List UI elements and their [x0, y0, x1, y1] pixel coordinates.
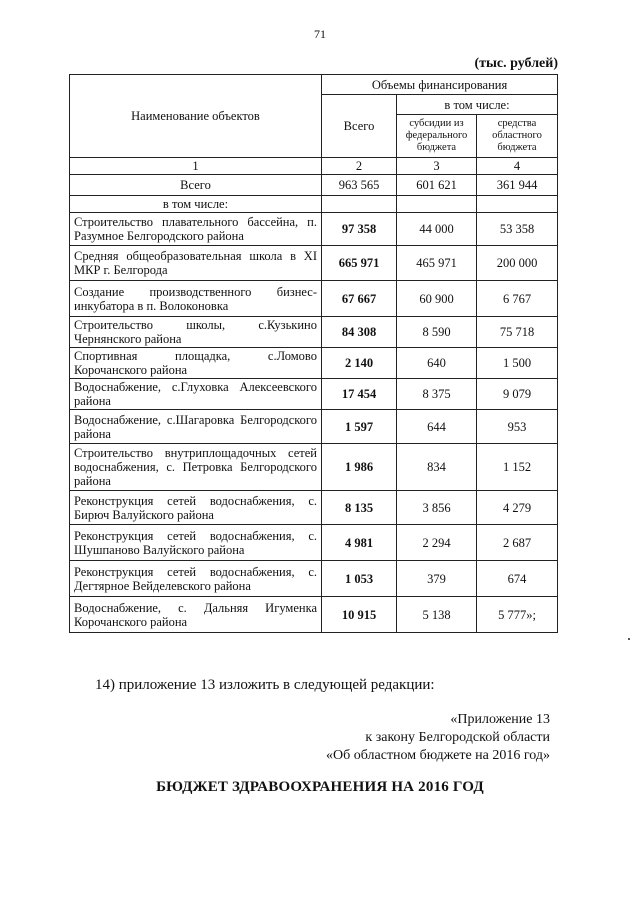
- object-name-cell: Реконструкция сетей водоснабжения, с. Бирюч Валуйского района: [70, 491, 322, 525]
- total-sum: 963 565: [322, 175, 397, 196]
- table-row: [70, 561, 558, 597]
- federal-cell: 8 590: [397, 317, 477, 348]
- total-federal: 601 621: [397, 175, 477, 196]
- table-row: [70, 246, 558, 281]
- header-regional-funds: средства областного бюджета: [477, 115, 558, 158]
- regional-cell: 5 777»;: [477, 597, 558, 633]
- federal-cell: 60 900: [397, 281, 477, 317]
- index-cell: 2: [322, 158, 397, 175]
- federal-cell: 644: [397, 410, 477, 444]
- federal-cell: 2 294: [397, 525, 477, 561]
- budget-title: БЮДЖЕТ ЗДРАВООХРАНЕНИЯ НА 2016 ГОД: [156, 779, 484, 795]
- total-cell: 84 308: [322, 317, 397, 348]
- total-row: [70, 175, 558, 196]
- total-cell: 10 915: [322, 597, 397, 633]
- page-number: 71: [314, 27, 326, 41]
- including-row: [70, 196, 558, 213]
- federal-cell: 640: [397, 348, 477, 379]
- total-cell: 1 053: [322, 561, 397, 597]
- total-cell: 2 140: [322, 348, 397, 379]
- federal-cell: 44 000: [397, 213, 477, 246]
- index-cell: 3: [397, 158, 477, 175]
- regional-cell: 4 279: [477, 491, 558, 525]
- financing-table: [69, 74, 558, 633]
- object-name-cell: Создание производственного бизнес-инкубатора в п. Волоконовка: [70, 281, 322, 317]
- table-row: [70, 491, 558, 525]
- object-name-cell: Строительство школы, с.Кузькино Чернянского района: [70, 317, 322, 348]
- appendix-line-1: «Приложение 13: [450, 712, 550, 727]
- table-row: [70, 525, 558, 561]
- table-row: [70, 444, 558, 491]
- federal-cell: 3 856: [397, 491, 477, 525]
- regional-cell: 1 500: [477, 348, 558, 379]
- federal-cell: 8 375: [397, 379, 477, 410]
- federal-cell: 5 138: [397, 597, 477, 633]
- header-objects-name: Наименование объектов: [70, 75, 322, 158]
- total-cell: 1 986: [322, 444, 397, 491]
- federal-cell: 379: [397, 561, 477, 597]
- units-label: (тыс. рублей): [474, 56, 558, 71]
- total-label: Всего: [70, 175, 322, 196]
- object-name-cell: Спортивная площадка, с.Ломово Корочанского района: [70, 348, 322, 379]
- header-federal-subsidies: субсидии из федерального бюджета: [397, 115, 477, 158]
- federal-cell: 834: [397, 444, 477, 491]
- total-regional: 361 944: [477, 175, 558, 196]
- index-cell: 4: [477, 158, 558, 175]
- including-label: в том числе:: [70, 196, 322, 213]
- object-name-cell: Водоснабжение, с. Дальняя Игуменка Корочанского района: [70, 597, 322, 633]
- instruction-paragraph: 14) приложение 13 изложить в следующей редакции:: [95, 677, 435, 693]
- object-name-cell: Строительство внутриплощадочных сетей водоснабжения, с. Петровка Белгородского района: [70, 444, 322, 491]
- table-row: [70, 317, 558, 348]
- table-row: [70, 281, 558, 317]
- header-total: Всего: [322, 95, 397, 158]
- total-cell: 17 454: [322, 379, 397, 410]
- regional-cell: 75 718: [477, 317, 558, 348]
- total-cell: 4 981: [322, 525, 397, 561]
- total-cell: 97 358: [322, 213, 397, 246]
- table-row: [70, 410, 558, 444]
- object-name-cell: Водоснабжение, с.Глуховка Алексеевского района: [70, 379, 322, 410]
- regional-cell: 2 687: [477, 525, 558, 561]
- object-name-cell: Водоснабжение, с.Шагаровка Белгородского района: [70, 410, 322, 444]
- total-cell: 665 971: [322, 246, 397, 281]
- total-cell: 1 597: [322, 410, 397, 444]
- regional-cell: 200 000: [477, 246, 558, 281]
- scan-dot: [628, 638, 630, 640]
- regional-cell: 953: [477, 410, 558, 444]
- appendix-line-3: «Об областном бюджете на 2016 год»: [326, 748, 550, 763]
- regional-cell: 674: [477, 561, 558, 597]
- total-cell: 8 135: [322, 491, 397, 525]
- object-name-cell: Средняя общеобразовательная школа в XI МКР г. Белгорода: [70, 246, 322, 281]
- federal-cell: 465 971: [397, 246, 477, 281]
- appendix-line-2: к закону Белгородской области: [365, 730, 550, 745]
- column-index-row: [70, 158, 558, 175]
- regional-cell: 1 152: [477, 444, 558, 491]
- object-name-cell: Реконструкция сетей водоснабжения, с. Шушпаново Валуйского района: [70, 525, 322, 561]
- regional-cell: 9 079: [477, 379, 558, 410]
- table-row: [70, 597, 558, 633]
- index-cell: 1: [70, 158, 322, 175]
- object-name-cell: Строительство плавательного бассейна, п. Разумное Белгородского района: [70, 213, 322, 246]
- regional-cell: 53 358: [477, 213, 558, 246]
- table-row: [70, 348, 558, 379]
- object-name-cell: Реконструкция сетей водоснабжения, с. Дегтярное Вейделевского района: [70, 561, 322, 597]
- table-row: [70, 213, 558, 246]
- regional-cell: 6 767: [477, 281, 558, 317]
- total-cell: 67 667: [322, 281, 397, 317]
- header-funding-volume: Объемы финансирования: [322, 75, 558, 95]
- appendix-heading: [300, 711, 550, 765]
- table-row: [70, 379, 558, 410]
- header-including: в том числе:: [397, 95, 558, 115]
